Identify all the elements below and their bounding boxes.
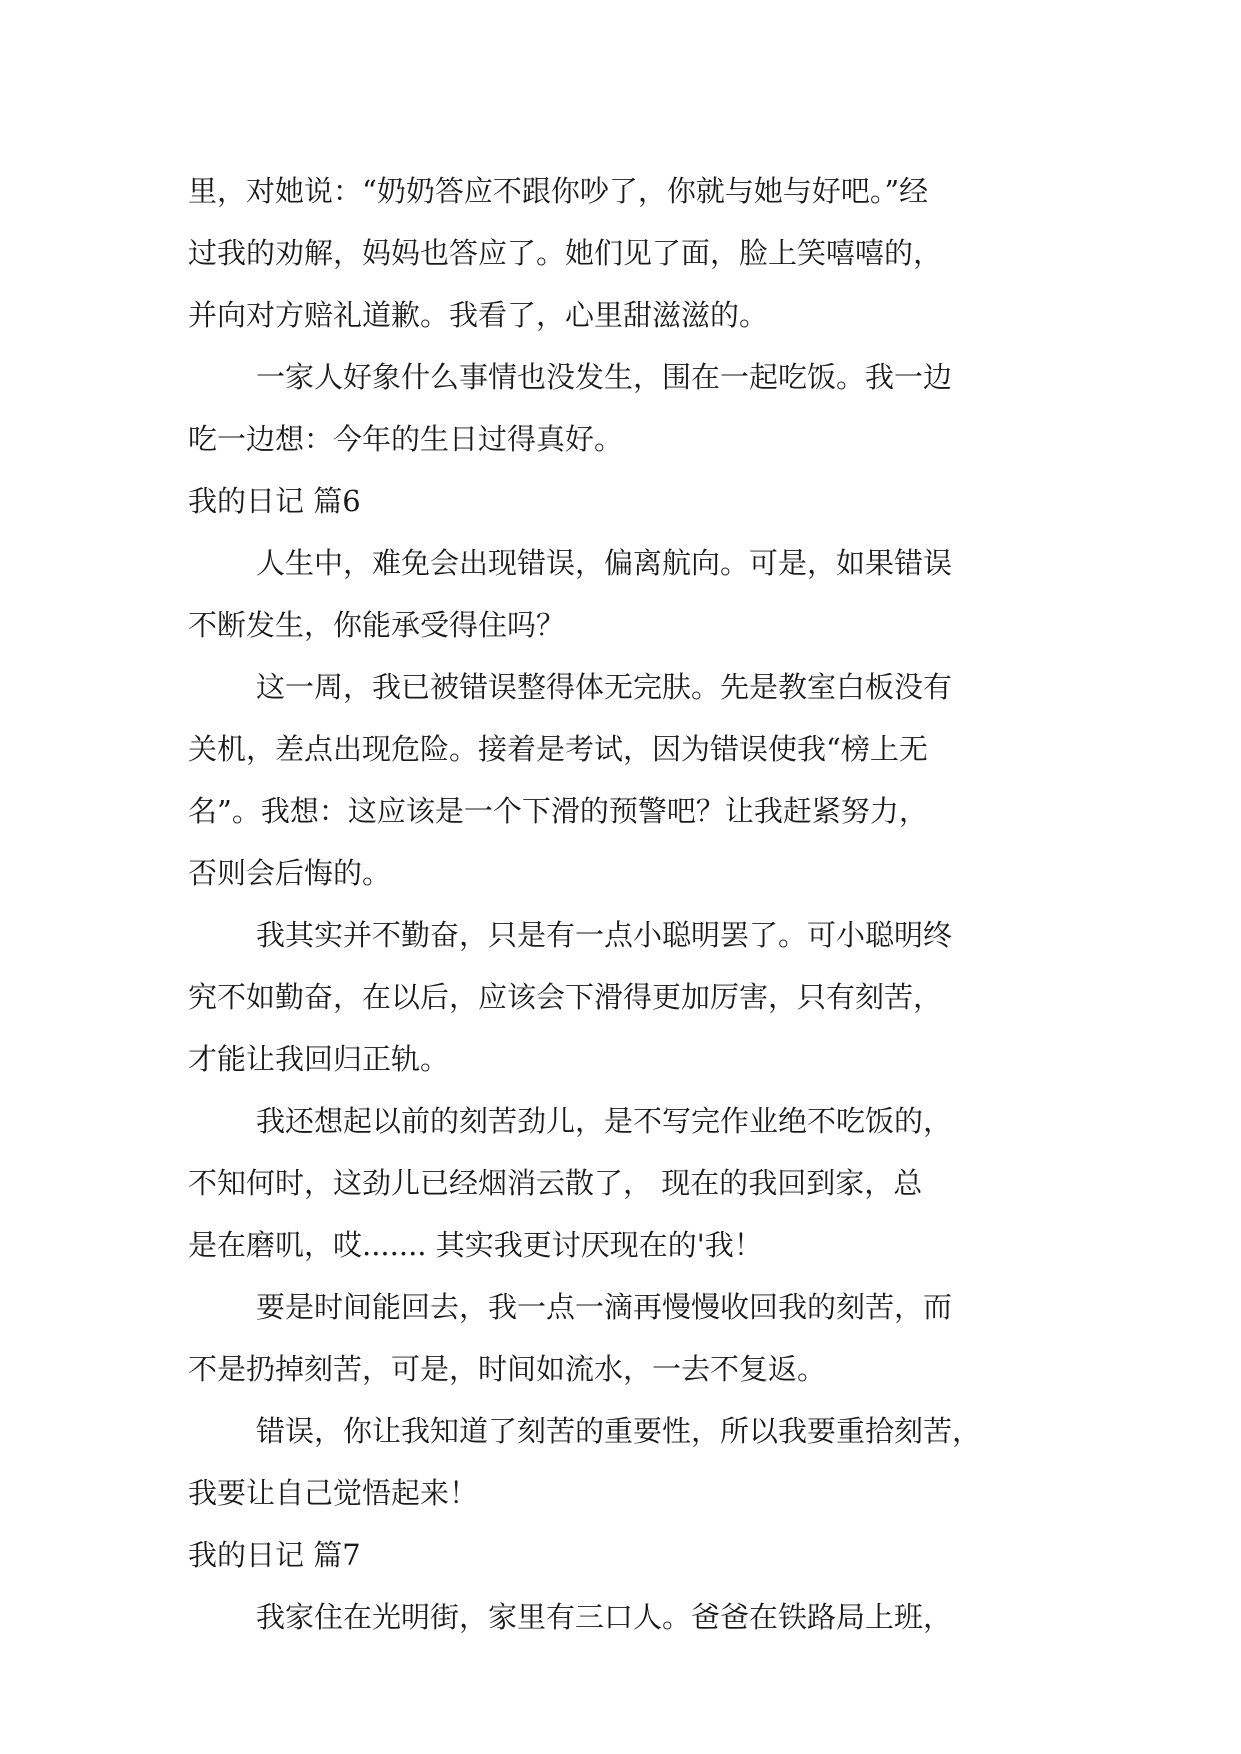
section-heading: 我的日记 篇6	[188, 484, 361, 518]
text-line: 吃一边想：今年的生日过得真好。	[188, 422, 624, 456]
document-body	[188, 160, 1068, 1648]
paragraph-first-line: 这一周，我已被错误整得体无完肤。先是教室白板没有	[256, 670, 953, 704]
text-line: 并向对方赔礼道歉。我看了，心里甜滋滋的。	[188, 298, 769, 332]
paragraph-first-line: 要是时间能回去，我一点一滴再慢慢收回我的刻苦，而	[256, 1290, 953, 1324]
text-line: 不断发生，你能承受得住吗？	[188, 608, 566, 642]
paragraph-first-line: 我其实并不勤奋，只是有一点小聪明罢了。可小聪明终	[256, 918, 953, 952]
paragraph-first-line: 我家住在光明街，家里有三口人。爸爸在铁路局上班，	[256, 1600, 953, 1634]
text-line: 过我的劝解，妈妈也答应了。她们见了面，脸上笑嘻嘻的，	[188, 236, 943, 270]
section-heading: 我的日记 篇7	[188, 1538, 361, 1572]
text-line: 是在磨叽，哎....... 其实我更讨厌现在的'我！	[188, 1228, 763, 1262]
text-line: 究不如勤奋，在以后，应该会下滑得更加厉害，只有刻苦，	[188, 980, 943, 1014]
text-line: 不知何时，这劲儿已经烟消云散了， 现在的我回到家，总	[188, 1166, 923, 1200]
text-line: 里，对她说：“奶奶答应不跟你吵了，你就与她与好吧。”经	[188, 174, 929, 208]
text-line: 名”。我想：这应该是一个下滑的预警吧？让我赶紧努力，	[188, 794, 928, 828]
paragraph-first-line: 错误，你让我知道了刻苦的重要性，所以我要重拾刻苦，	[256, 1414, 982, 1448]
text-line: 我要让自己觉悟起来！	[188, 1476, 479, 1510]
text-line: 关机，差点出现危险。接着是考试，因为错误使我“榜上无	[188, 732, 928, 766]
text-line: 否则会后悔的。	[188, 856, 392, 890]
paragraph-first-line: 一家人好象什么事情也没发生，围在一起吃饭。我一边	[256, 360, 953, 394]
text-line: 不是扔掉刻苦，可是，时间如流水，一去不复返。	[188, 1352, 827, 1386]
text-line: 才能让我回归正轨。	[188, 1042, 450, 1076]
paragraph-first-line: 人生中，难免会出现错误，偏离航向。可是，如果错误	[256, 546, 953, 580]
paragraph-first-line: 我还想起以前的刻苦劲儿，是不写完作业绝不吃饭的，	[256, 1104, 953, 1138]
